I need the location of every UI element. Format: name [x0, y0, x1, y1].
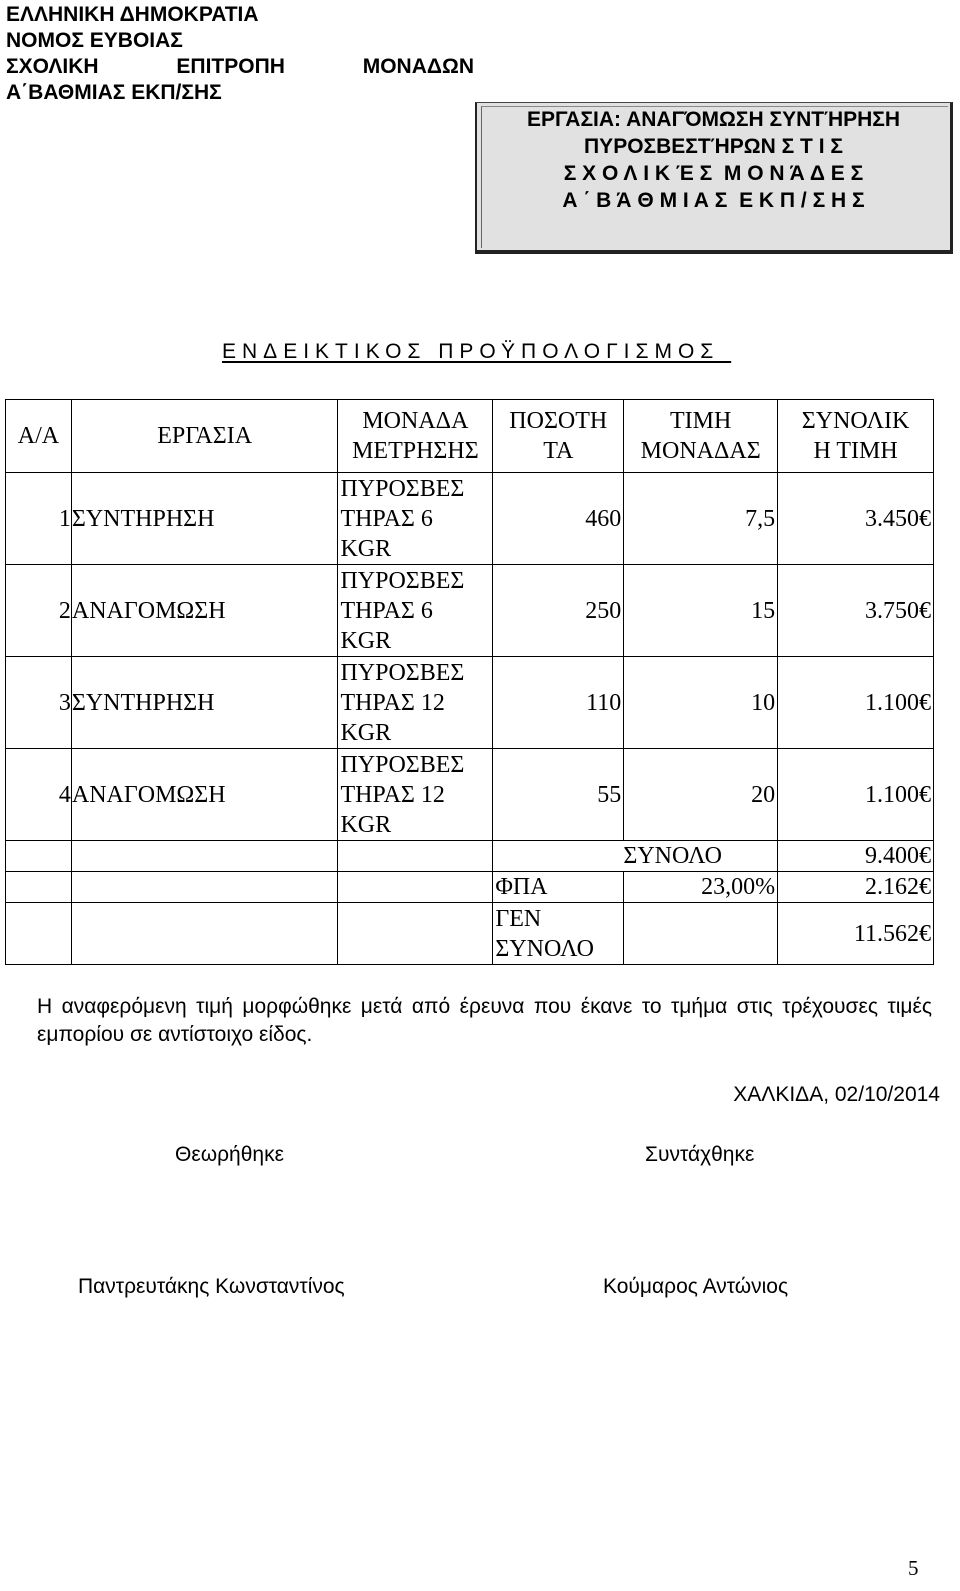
empty-cell	[338, 841, 493, 872]
row-synolo: 1.100€	[778, 749, 934, 841]
row-synolo: 3.450€	[778, 473, 934, 565]
header-timi-monadas: ΤΙΜΗ ΜΟΝΑΔΑΣ	[624, 400, 778, 473]
vat-value: 2.162€	[778, 872, 934, 903]
price-note: Η αναφερόμενη τιμή μορφώθηκε μετά από έρευνα που έκανε το τμήμα στις τρέχουσες τιμές εμπορίου σε αντίστοιχο είδος.	[37, 995, 932, 1046]
subtotal-row	[6, 841, 934, 872]
subtotal-value: 9.400€	[778, 841, 934, 872]
preparer-name: Κούμαρος Αντώνιος	[603, 1275, 789, 1298]
empty-cell	[6, 841, 72, 872]
work-title-box	[475, 102, 953, 254]
row-synolo: 1.100€	[778, 657, 934, 749]
header-line-3-word-2: ΕΠΙΤΡΟΠΗ	[176, 55, 285, 78]
row-ergasia: ΣΥΝΤΗΡΗΣΗ	[71, 657, 338, 749]
row-monada: ΠΥΡΟΣΒΕΣ ΤΗΡΑΣ 12 KGR	[338, 657, 493, 749]
empty-cell	[338, 903, 493, 965]
grand-total-row	[6, 903, 934, 965]
empty-cell	[71, 841, 338, 872]
subtotal-label: ΣΥΝΟΛΟ	[493, 841, 778, 872]
row-number: 2	[6, 565, 72, 657]
vat-rate: 23,00%	[624, 872, 778, 903]
work-title-text	[477, 106, 950, 214]
issuer-header	[6, 2, 474, 106]
header-line-2: ΝΟΜΟΣ ΕΥΒΟΙΑΣ	[6, 29, 183, 52]
work-title-line-4: Α ΄ Β Ά Θ Μ Ι Α Σ Ε Κ Π / Σ Η Σ	[562, 189, 865, 212]
vat-row	[6, 872, 934, 903]
row-number: 3	[6, 657, 72, 749]
table-row	[6, 473, 934, 565]
row-monada: ΠΥΡΟΣΒΕΣ ΤΗΡΑΣ 6 KGR	[338, 473, 493, 565]
page-number: 5	[908, 1556, 919, 1580]
row-monada: ΠΥΡΟΣΒΕΣ ΤΗΡΑΣ 12 KGR	[338, 749, 493, 841]
row-timi: 10	[624, 657, 778, 749]
header-monada: ΜΟΝΑΔΑ ΜΕΤΡΗΣΗΣ	[338, 400, 493, 473]
header-synoliki-timi: ΣΥΝΟΛΙΚ Η ΤΙΜΗ	[778, 400, 934, 473]
table-row	[6, 565, 934, 657]
header-aa: Α/Α	[6, 400, 72, 473]
row-number: 1	[6, 473, 72, 565]
row-ergasia: ΑΝΑΓΟΜΩΣΗ	[71, 565, 338, 657]
empty-cell	[6, 872, 72, 903]
budget-subtitle: ΕΝΔΕΙΚΤΙΚΟΣ ΠΡΟΫΠΟΛΟΓΙΣΜΟΣ	[222, 340, 732, 363]
header-posotita: ΠΟΣΟΤΗ ΤΑ	[493, 400, 624, 473]
row-timi: 20	[624, 749, 778, 841]
work-title-line-3: Σ Χ Ο Λ Ι Κ Έ Σ Μ Ο Ν Ά Δ Ε Σ	[563, 162, 864, 185]
prepared-label: Συντάχθηκε	[645, 1143, 755, 1166]
table-row	[6, 749, 934, 841]
row-monada: ΠΥΡΟΣΒΕΣ ΤΗΡΑΣ 6 KGR	[338, 565, 493, 657]
approver-name: Παντρευτάκης Κωνσταντίνος	[78, 1275, 345, 1298]
header-line-1: ΕΛΛΗΝΙΚΗ ΔΗΜΟΚΡΑΤΙΑ	[6, 3, 259, 26]
work-title-line-1: ΕΡΓΑΣΙΑ: ΑΝΑΓΌΜΩΣΗ ΣΥΝΤΉΡΗΣΗ	[526, 108, 901, 131]
row-posotita: 55	[493, 749, 624, 841]
empty-cell	[624, 903, 778, 965]
grand-total-value: 11.562€	[778, 903, 934, 965]
row-synolo: 3.750€	[778, 565, 934, 657]
row-posotita: 460	[493, 473, 624, 565]
row-posotita: 250	[493, 565, 624, 657]
empty-cell	[6, 903, 72, 965]
empty-cell	[71, 903, 338, 965]
row-ergasia: ΣΥΝΤΗΡΗΣΗ	[71, 473, 338, 565]
approved-label: Θεωρήθηκε	[175, 1143, 284, 1166]
header-line-3	[6, 54, 474, 80]
header-line-3-word-3: ΜΟΝΑΔΩΝ	[362, 55, 474, 78]
row-timi: 15	[624, 565, 778, 657]
work-title-line-2: ΠΥΡΟΣΒΕΣΤΉΡΩΝ Σ Τ Ι Σ	[584, 135, 843, 158]
vat-label: ΦΠΑ	[493, 872, 624, 903]
header-line-4: Α΄ΒΑΘΜΙΑΣ ΕΚΠ/ΣΗΣ	[6, 81, 222, 104]
place-date: ΧΑΛΚΙΔΑ, 02/10/2014	[733, 1083, 940, 1106]
header-ergasia: ΕΡΓΑΣΙΑ	[71, 400, 338, 473]
empty-cell	[71, 872, 338, 903]
table-header-row	[6, 400, 934, 473]
row-ergasia: ΑΝΑΓΟΜΩΣΗ	[71, 749, 338, 841]
table-row	[6, 657, 934, 749]
grand-total-label: ΓΕΝ ΣΥΝΟΛΟ	[493, 903, 624, 965]
row-timi: 7,5	[624, 473, 778, 565]
row-posotita: 110	[493, 657, 624, 749]
row-number: 4	[6, 749, 72, 841]
empty-cell	[338, 872, 493, 903]
header-line-3-word-1: ΣΧΟΛΙΚΗ	[6, 55, 99, 78]
budget-table	[5, 399, 934, 965]
